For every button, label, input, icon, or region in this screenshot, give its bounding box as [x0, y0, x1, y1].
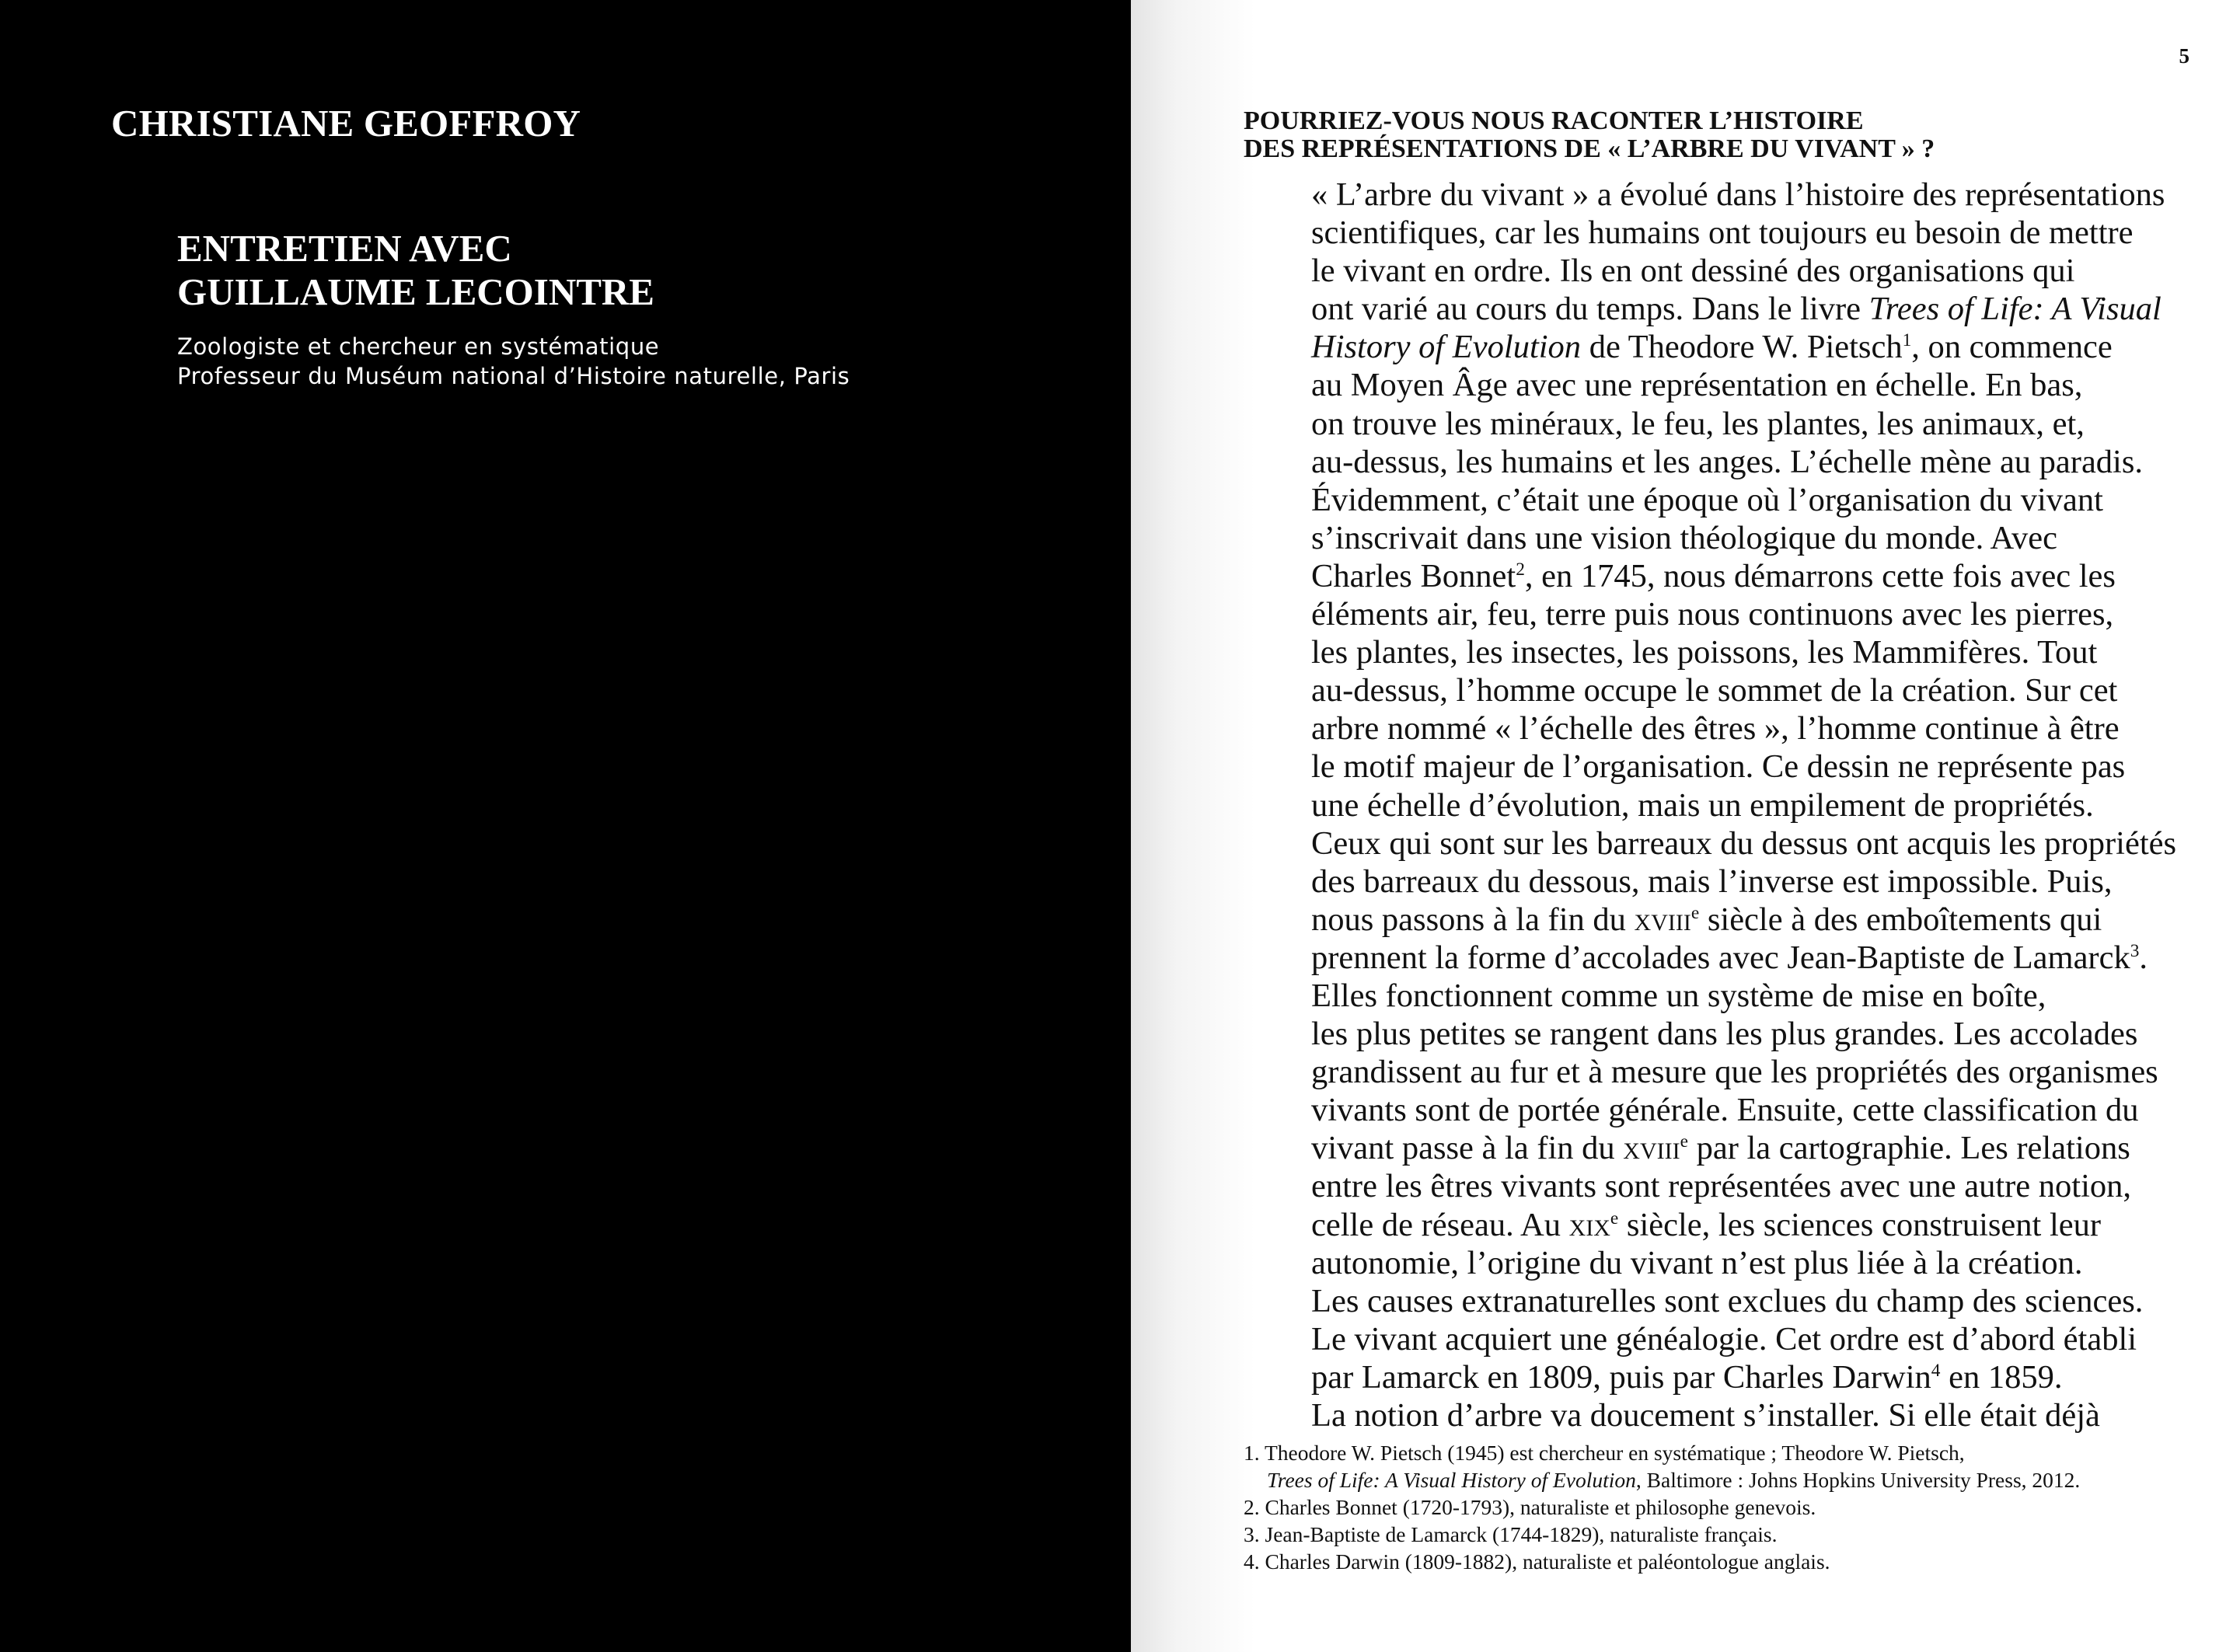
answer-text: . [2139, 939, 2148, 976]
century-suffix: e [1610, 1208, 1619, 1229]
answer-line [1311, 1129, 2240, 1167]
century-suffix: e [1680, 1131, 1688, 1152]
answer-line: les plus petites se rangent dans les plus grandes. Les accolades [1311, 1016, 2138, 1053]
answer-text: ont varié au cours du temps. Dans le livre [1311, 291, 1869, 328]
answer-line [1311, 1206, 2240, 1244]
page-number: 5 [2179, 44, 2189, 68]
answer-line: au-dessus, l’homme occupe le sommet de la création. Sur cet [1311, 672, 2118, 709]
answer-text: prennent la forme d’accolades avec Jean-Baptiste de Lamarck [1311, 939, 2130, 976]
answer-text: siècle, les sciences construisent leur [1618, 1206, 2102, 1243]
book-title-italic: History of Evolution [1311, 329, 1582, 366]
footnotes [1244, 1439, 2080, 1575]
interviewee-description [177, 332, 850, 391]
interview-title [177, 227, 654, 314]
answer-text: de Theodore W. Pietsch [1581, 329, 1903, 366]
answer-line [1311, 290, 2240, 328]
interviewee-role: Zoologiste et chercheur en systématique [177, 333, 660, 360]
answer-line: autonomie, l’origine du vivant n’est plus liée à la création. [1311, 1244, 2083, 1281]
answer-line: Elles fonctionnent comme un système de mise en boîte, [1311, 977, 2046, 1014]
interview-title-line-2: GUILLAUME LECOINTRE [177, 270, 654, 313]
answer-line: s’inscrivait dans une vision théologique du monde. Avec [1311, 519, 2058, 556]
century-numeral: xix [1568, 1206, 1610, 1243]
answer-line: au-dessus, les humains et les anges. L’échelle mène au paradis. [1311, 443, 2144, 480]
answer-line: une échelle d’évolution, mais un empilement de propriétés. [1311, 786, 2094, 824]
footnote-publisher: , Baltimore : Johns Hopkins University Press, 2012. [1635, 1468, 2081, 1492]
interview-question [1244, 107, 1935, 163]
answer-line: Le vivant acquiert une généalogie. Cet ordre est d’abord établi [1311, 1320, 2137, 1357]
interview-title-line-1: ENTRETIEN AVEC [177, 227, 512, 270]
answer-line: scientifiques, car les humains ont toujours eu besoin de mettre [1311, 214, 2134, 252]
answer-text: Charles Bonnet [1311, 557, 1516, 594]
answer-line: entre les êtres vivants sont représentées avec une autre notion, [1311, 1168, 2132, 1205]
answer-line: le vivant en ordre. Ils en ont dessiné des organisations qui [1311, 253, 2075, 290]
answer-text: par Lamarck en 1809, puis par Charles Darwin [1311, 1358, 1931, 1396]
answer-text: en 1859. [1940, 1358, 2063, 1396]
answer-text: par la cartographie. Les relations [1687, 1130, 2130, 1167]
footnote-1-continued [1244, 1466, 2080, 1493]
footnote-4: 4. Charles Darwin (1809-1882), naturaliste et paléontologue anglais. [1244, 1549, 1830, 1574]
century-numeral: xviii [1623, 1130, 1680, 1167]
footnote-ref-3: 3 [2130, 940, 2140, 961]
answer-line: Ceux qui sont sur les barreaux du dessus ont acquis les propriétés [1311, 824, 2177, 862]
answer-line [1311, 939, 2240, 977]
answer-line: au Moyen Âge avec une représentation en échelle. En bas, [1311, 367, 2083, 404]
century-suffix: e [1690, 902, 1700, 923]
book-title-italic: Trees of Life: A Visual [1868, 291, 2161, 328]
answer-line: grandissent au fur et à mesure que les propriétés des organismes [1311, 1054, 2158, 1091]
answer-line [1311, 328, 2240, 366]
footnote-2: 2. Charles Bonnet (1720-1793), naturaliste et philosophe genevois. [1244, 1495, 1816, 1519]
answer-text: , en 1745, nous démarrons cette fois avec les [1524, 557, 2116, 594]
answer-line [1311, 1358, 2240, 1396]
interviewee-affiliation: Professeur du Muséum national d’Histoire naturelle, Paris [177, 363, 850, 389]
answer-text: siècle à des emboîtements qui [1699, 901, 2102, 938]
answer-line [1311, 557, 2240, 595]
answer-line: vivants sont de portée générale. Ensuite, cette classification du [1311, 1092, 2139, 1129]
century-numeral: xviii [1634, 901, 1691, 938]
answer-line: des barreaux du dessous, mais l’inverse est impossible. Puis, [1311, 863, 2113, 900]
answer-line: arbre nommé « l’échelle des êtres », l’homme continue à être [1311, 710, 2120, 748]
answer-text: celle de réseau. Au [1311, 1206, 1569, 1243]
footnote-book-title: Trees of Life: A Visual History of Evolution [1267, 1468, 1636, 1492]
answer-line: « L’arbre du vivant » a évolué dans l’histoire des représentations [1311, 176, 2165, 213]
answer-text: nous passons à la fin du [1311, 901, 1635, 938]
answer-text: , on commence [1911, 329, 2113, 366]
answer-text: vivant passe à la fin du [1311, 1130, 1624, 1167]
right-page [1131, 0, 2240, 1652]
footnote-ref-2: 2 [1516, 559, 1525, 580]
interview-answer [1311, 176, 2240, 1434]
answer-line: Les causes extranaturelles sont exclues du champ des sciences. [1311, 1282, 2144, 1319]
footnote-ref-4: 4 [1931, 1360, 1941, 1381]
answer-line: Évidemment, c’était une époque où l’organisation du vivant [1311, 481, 2103, 518]
answer-line: on trouve les minéraux, le feu, les plantes, les animaux, et, [1311, 405, 2085, 442]
author-name: CHRISTIANE GEOFFROY [111, 102, 581, 145]
question-line-1: POURRIEZ-VOUS NOUS RACONTER L’HISTOIRE [1244, 106, 1864, 135]
footnote-1: 1. Theodore W. Pietsch (1945) est chercheur en systématique ; Theodore W. Pietsch, [1244, 1441, 1965, 1465]
answer-line: éléments air, feu, terre puis nous continuons avec les pierres, [1311, 596, 2114, 633]
footnote-3: 3. Jean-Baptiste de Lamarck (1744-1829), naturaliste français. [1244, 1522, 1778, 1546]
footnote-ref-1: 1 [1902, 330, 1912, 351]
answer-line: le motif majeur de l’organisation. Ce dessin ne représente pas [1311, 748, 2126, 786]
answer-line [1311, 901, 2240, 939]
question-line-2: DES REPRÉSENTATIONS DE « L’ARBRE DU VIVANT » ? [1244, 134, 1935, 163]
answer-line: La notion d’arbre va doucement s’installer. Si elle était déjà [1311, 1397, 2100, 1434]
answer-line: les plantes, les insectes, les poissons, les Mammifères. Tout [1311, 634, 2098, 671]
